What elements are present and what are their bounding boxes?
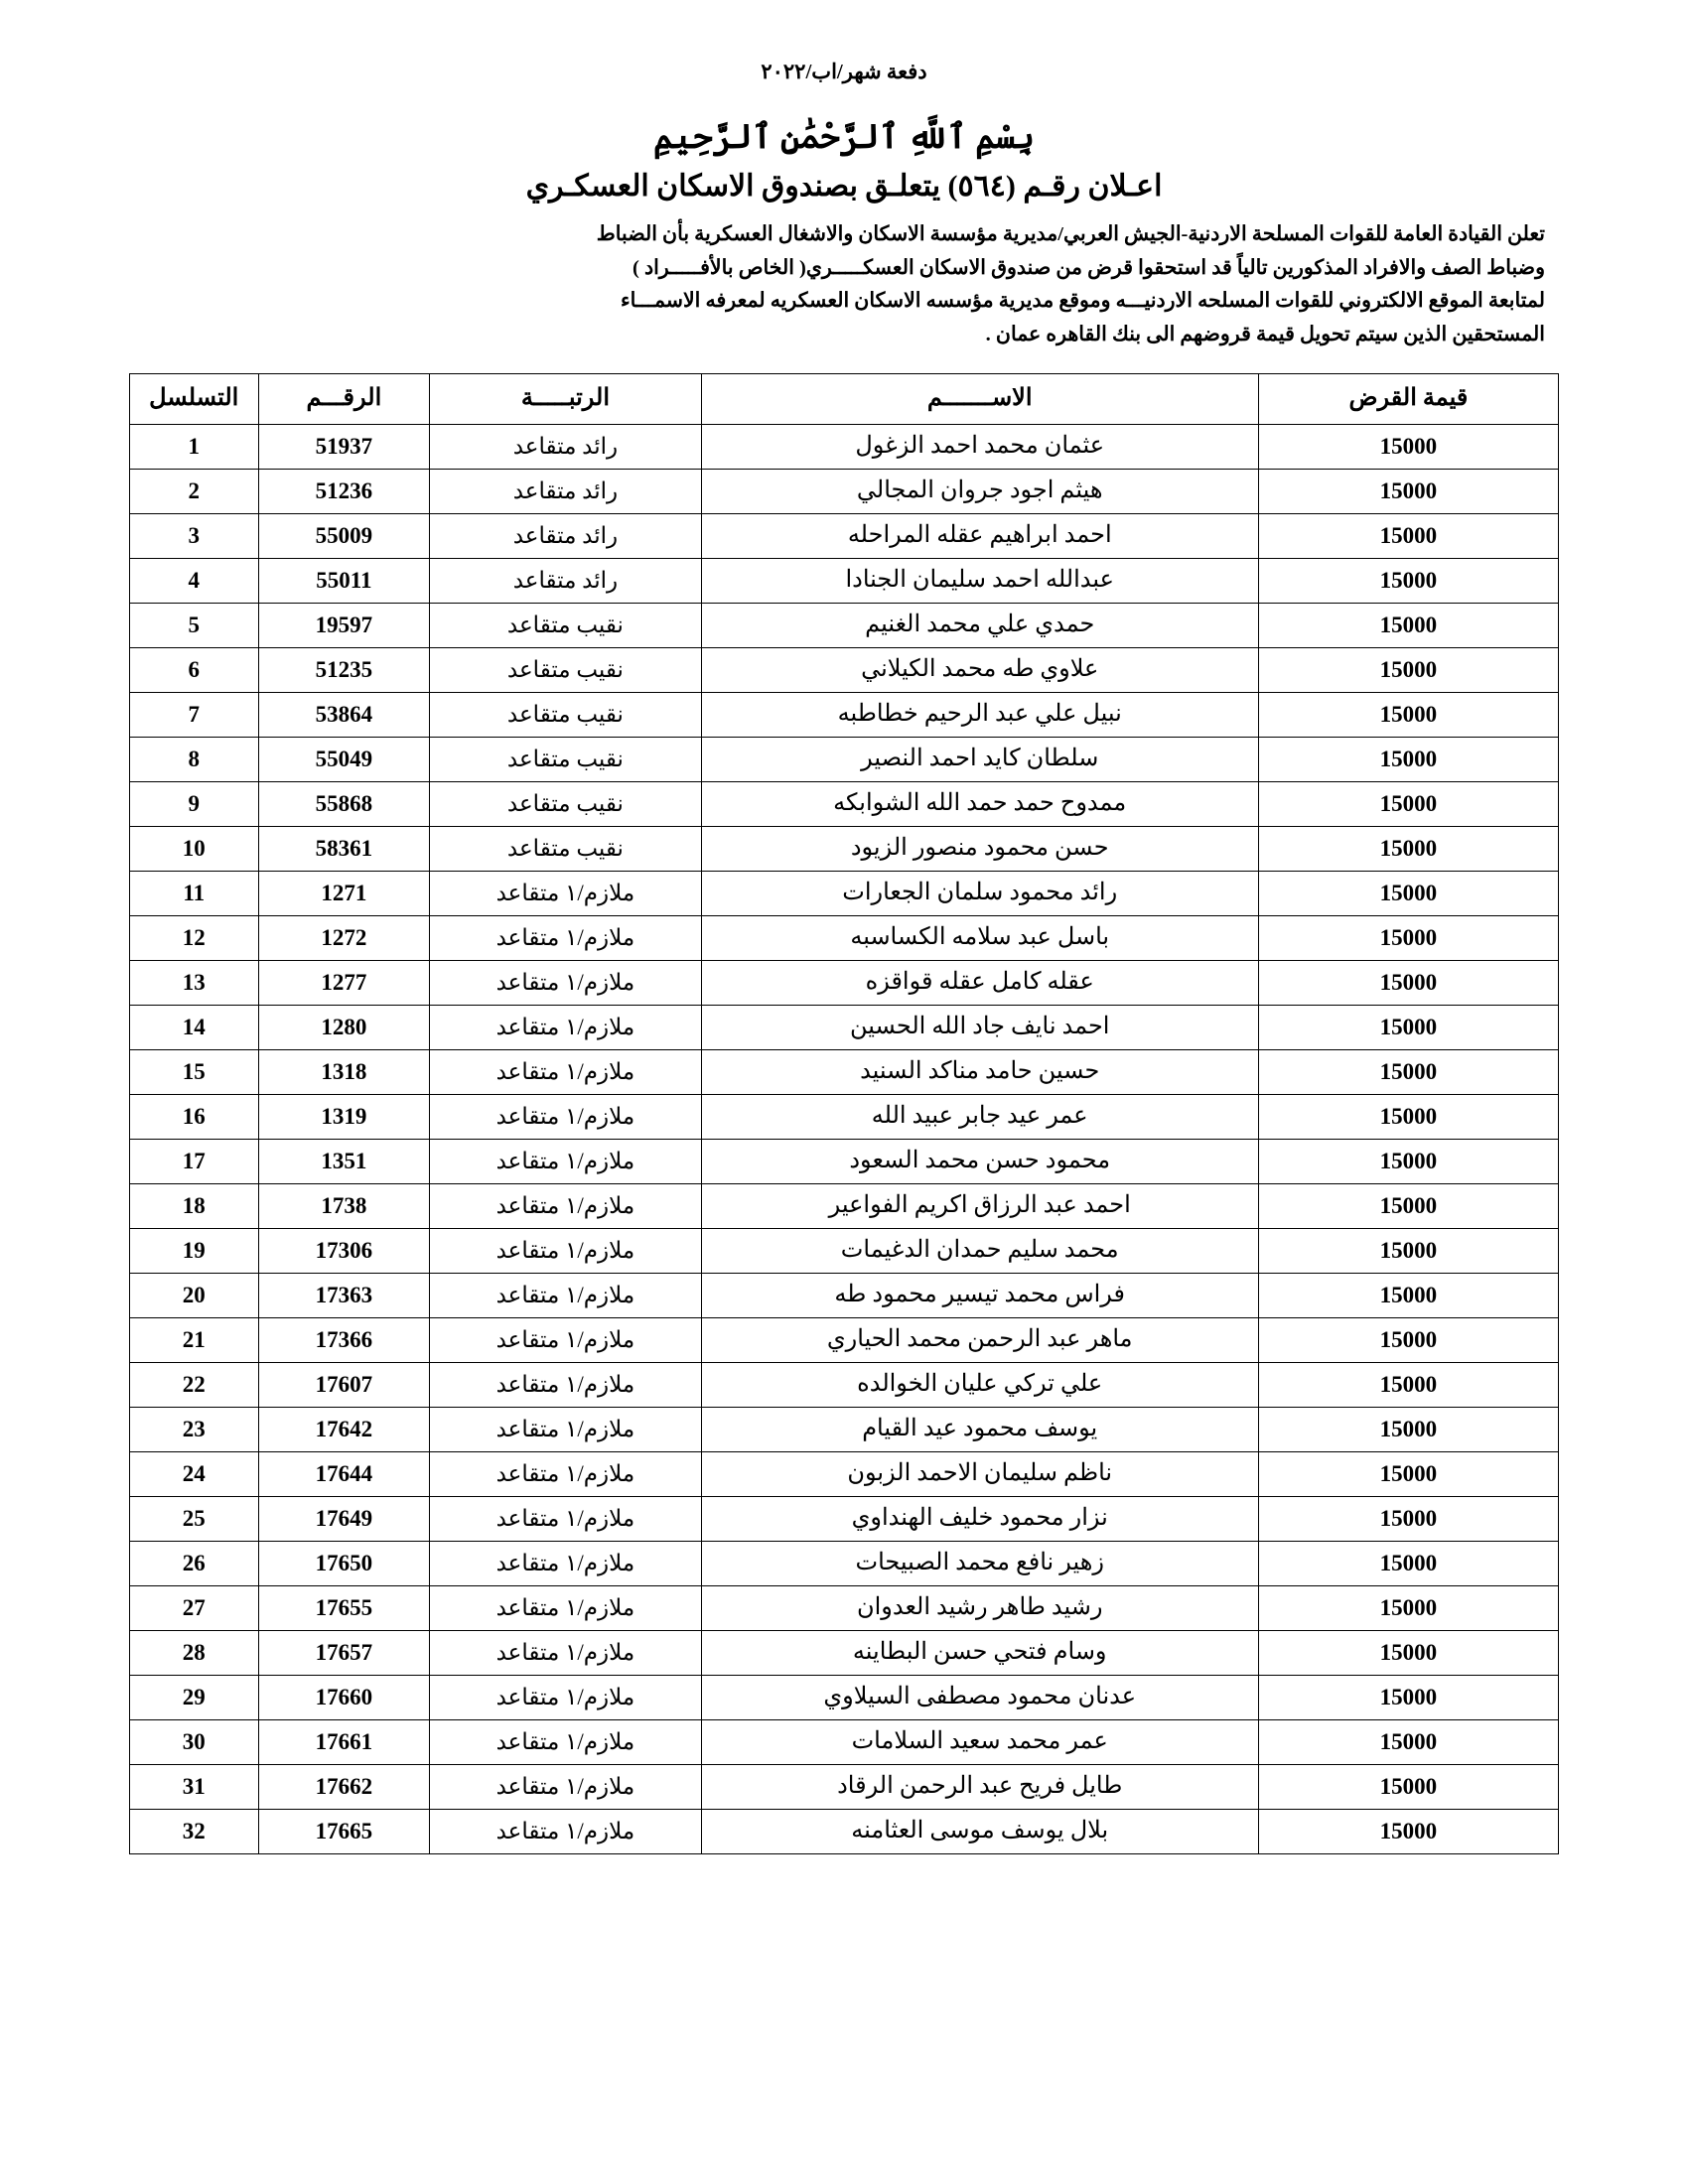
cell-loan: 15000 (1258, 513, 1558, 558)
cell-number: 1272 (258, 915, 430, 960)
cell-loan: 15000 (1258, 1809, 1558, 1853)
cell-rank: ملازم/١ متقاعد (430, 1585, 701, 1630)
cell-loan: 15000 (1258, 469, 1558, 513)
cell-loan: 15000 (1258, 1049, 1558, 1094)
cell-rank: نقيب متقاعد (430, 781, 701, 826)
cell-seq: 9 (130, 781, 259, 826)
cell-rank: رائد متقاعد (430, 558, 701, 603)
table-body (130, 424, 1559, 1853)
cell-number: 17644 (258, 1451, 430, 1496)
cell-loan: 15000 (1258, 1317, 1558, 1362)
cell-loan: 15000 (1258, 781, 1558, 826)
table-row (130, 692, 1559, 737)
cell-seq: 25 (130, 1496, 259, 1541)
cell-loan: 15000 (1258, 1764, 1558, 1809)
cell-seq: 7 (130, 692, 259, 737)
cell-rank: ملازم/١ متقاعد (430, 1541, 701, 1585)
cell-seq: 31 (130, 1764, 259, 1809)
cell-number: 17657 (258, 1630, 430, 1675)
cell-name: رائد محمود سلمان الجعارات (701, 871, 1258, 915)
cell-rank: نقيب متقاعد (430, 737, 701, 781)
cell-name: احمد ابراهيم عقله المراحله (701, 513, 1258, 558)
intro-line-4: المستحقين الذين سيتم تحويل قيمة قروضهم الى بنك القاهره عمان . (985, 324, 1545, 346)
column-header-number: الرقـــم (258, 373, 430, 424)
cell-loan: 15000 (1258, 826, 1558, 871)
table-row (130, 1049, 1559, 1094)
cell-rank: ملازم/١ متقاعد (430, 1719, 701, 1764)
cell-number: 17366 (258, 1317, 430, 1362)
table-row (130, 647, 1559, 692)
intro-line-2: وضباط الصف والافراد المذكورين تالياً قد استحقوا قرض من صندوق الاسكان العسكـــــري( الخاص بالأفـــــراد ) (633, 256, 1545, 279)
cell-rank: ملازم/١ متقاعد (430, 1183, 701, 1228)
cell-name: بلال يوسف موسى العثامنه (701, 1809, 1258, 1853)
table-row (130, 1228, 1559, 1273)
cell-seq: 11 (130, 871, 259, 915)
table-row (130, 1094, 1559, 1139)
table-row (130, 1407, 1559, 1451)
cell-name: حسين حامد مناكد السنيد (701, 1049, 1258, 1094)
cell-name: ممدوح حمد حمد الله الشوابكه (701, 781, 1258, 826)
cell-number: 1738 (258, 1183, 430, 1228)
column-header-loan: قيمة القرض (1258, 373, 1558, 424)
table-row (130, 1183, 1559, 1228)
cell-name: نزار محمود خليف الهنداوي (701, 1496, 1258, 1541)
cell-loan: 15000 (1258, 1675, 1558, 1719)
cell-rank: ملازم/١ متقاعد (430, 1764, 701, 1809)
cell-loan: 15000 (1258, 603, 1558, 647)
table-row (130, 513, 1559, 558)
cell-rank: ملازم/١ متقاعد (430, 1317, 701, 1362)
header-date: دفعة شهر/اب/٢٠٢٢ (761, 60, 927, 83)
cell-loan: 15000 (1258, 1183, 1558, 1228)
table-row (130, 558, 1559, 603)
cell-seq: 1 (130, 424, 259, 469)
cell-seq: 10 (130, 826, 259, 871)
cell-name: زهير نافع محمد الصبيحات (701, 1541, 1258, 1585)
cell-loan: 15000 (1258, 960, 1558, 1005)
table-row (130, 737, 1559, 781)
cell-rank: رائد متقاعد (430, 513, 701, 558)
cell-loan: 15000 (1258, 424, 1558, 469)
cell-seq: 19 (130, 1228, 259, 1273)
cell-number: 51937 (258, 424, 430, 469)
cell-rank: ملازم/١ متقاعد (430, 1496, 701, 1541)
cell-rank: ملازم/١ متقاعد (430, 960, 701, 1005)
cell-name: عقله كامل عقله قواقزه (701, 960, 1258, 1005)
cell-rank: ملازم/١ متقاعد (430, 1228, 701, 1273)
announcement-title: اعـلان رقـم (٥٦٤) يتعلـق بصندوق الاسكان العسكـري (525, 169, 1163, 203)
cell-name: ماهر عبد الرحمن محمد الحياري (701, 1317, 1258, 1362)
beneficiaries-table (129, 373, 1559, 1854)
cell-name: حمدي علي محمد الغنيم (701, 603, 1258, 647)
cell-seq: 23 (130, 1407, 259, 1451)
cell-number: 1319 (258, 1094, 430, 1139)
basmala-text: بِسْمِ ٱللَّهِ ٱلرَّحْمَٰنِ ٱلرَّحِيمِ (652, 119, 1036, 156)
cell-seq: 27 (130, 1585, 259, 1630)
cell-seq: 32 (130, 1809, 259, 1853)
column-header-seq: التسلسل (130, 373, 259, 424)
cell-name: عبدالله احمد سليمان الجنادا (701, 558, 1258, 603)
intro-line-3: لمتابعة الموقع الالكتروني للقوات المسلحه الاردنيـــه وموقع مديرية مؤسسه الاسكان العسكريه لمعرفه الاسمـــاء (621, 290, 1545, 313)
intro-paragraph (143, 219, 1545, 351)
cell-loan: 15000 (1258, 915, 1558, 960)
table-row (130, 1675, 1559, 1719)
cell-name: طايل فريح عبد الرحمن الرقاد (701, 1764, 1258, 1809)
cell-number: 17661 (258, 1719, 430, 1764)
cell-number: 19597 (258, 603, 430, 647)
cell-seq: 8 (130, 737, 259, 781)
cell-number: 55009 (258, 513, 430, 558)
cell-name: عمر محمد سعيد السلامات (701, 1719, 1258, 1764)
cell-seq: 12 (130, 915, 259, 960)
cell-rank: ملازم/١ متقاعد (430, 1630, 701, 1675)
table-row (130, 1764, 1559, 1809)
cell-rank: ملازم/١ متقاعد (430, 1094, 701, 1139)
cell-loan: 15000 (1258, 1139, 1558, 1183)
cell-name: فراس محمد تيسير محمود طه (701, 1273, 1258, 1317)
cell-number: 1351 (258, 1139, 430, 1183)
cell-rank: ملازم/١ متقاعد (430, 1809, 701, 1853)
cell-seq: 30 (130, 1719, 259, 1764)
cell-name: احمد نايف جاد الله الحسين (701, 1005, 1258, 1049)
cell-number: 1271 (258, 871, 430, 915)
cell-seq: 5 (130, 603, 259, 647)
cell-name: ناظم سليمان الاحمد الزبون (701, 1451, 1258, 1496)
cell-seq: 18 (130, 1183, 259, 1228)
column-header-name: الاســـــــم (701, 373, 1258, 424)
cell-name: حسن محمود منصور الزيود (701, 826, 1258, 871)
cell-seq: 2 (130, 469, 259, 513)
cell-loan: 15000 (1258, 1362, 1558, 1407)
cell-name: يوسف محمود عيد القيام (701, 1407, 1258, 1451)
cell-name: هيثم اجود جروان المجالي (701, 469, 1258, 513)
table-row (130, 469, 1559, 513)
cell-rank: ملازم/١ متقاعد (430, 1407, 701, 1451)
cell-number: 17660 (258, 1675, 430, 1719)
cell-number: 17642 (258, 1407, 430, 1451)
cell-name: رشيد طاهر رشيد العدوان (701, 1585, 1258, 1630)
cell-loan: 15000 (1258, 1496, 1558, 1541)
cell-number: 51235 (258, 647, 430, 692)
cell-number: 58361 (258, 826, 430, 871)
table-row (130, 960, 1559, 1005)
table-row (130, 1496, 1559, 1541)
table-row (130, 915, 1559, 960)
cell-name: احمد عبد الرزاق اكريم الفواعير (701, 1183, 1258, 1228)
cell-loan: 15000 (1258, 737, 1558, 781)
cell-name: محمد سليم حمدان الدغيمات (701, 1228, 1258, 1273)
cell-loan: 15000 (1258, 1630, 1558, 1675)
cell-seq: 22 (130, 1362, 259, 1407)
table-row (130, 603, 1559, 647)
table-row (130, 826, 1559, 871)
cell-seq: 16 (130, 1094, 259, 1139)
table-row (130, 1451, 1559, 1496)
cell-rank: ملازم/١ متقاعد (430, 1675, 701, 1719)
intro-line-1: تعلن القيادة العامة للقوات المسلحة الاردنية-الجيش العربي/مديرية مؤسسة الاسكان والاشغال العسكرية بأن الضباط (596, 222, 1545, 245)
cell-rank: رائد متقاعد (430, 469, 701, 513)
cell-number: 17363 (258, 1273, 430, 1317)
cell-rank: نقيب متقاعد (430, 692, 701, 737)
cell-seq: 14 (130, 1005, 259, 1049)
cell-rank: ملازم/١ متقاعد (430, 1005, 701, 1049)
cell-rank: رائد متقاعد (430, 424, 701, 469)
cell-number: 17607 (258, 1362, 430, 1407)
cell-number: 55011 (258, 558, 430, 603)
cell-seq: 21 (130, 1317, 259, 1362)
cell-loan: 15000 (1258, 871, 1558, 915)
column-header-rank: الرتبـــــة (430, 373, 701, 424)
cell-number: 1318 (258, 1049, 430, 1094)
cell-loan: 15000 (1258, 1585, 1558, 1630)
table-row (130, 424, 1559, 469)
cell-seq: 17 (130, 1139, 259, 1183)
cell-seq: 28 (130, 1630, 259, 1675)
table-row (130, 1362, 1559, 1407)
cell-rank: نقيب متقاعد (430, 603, 701, 647)
table-row (130, 1005, 1559, 1049)
cell-number: 53864 (258, 692, 430, 737)
cell-seq: 29 (130, 1675, 259, 1719)
cell-loan: 15000 (1258, 1228, 1558, 1273)
cell-name: سلطان كايد احمد النصير (701, 737, 1258, 781)
cell-rank: نقيب متقاعد (430, 647, 701, 692)
cell-rank: ملازم/١ متقاعد (430, 1049, 701, 1094)
cell-rank: ملازم/١ متقاعد (430, 871, 701, 915)
cell-name: باسل عبد سلامه الكساسبه (701, 915, 1258, 960)
cell-number: 55049 (258, 737, 430, 781)
cell-seq: 20 (130, 1273, 259, 1317)
cell-number: 1277 (258, 960, 430, 1005)
cell-name: عدنان محمود مصطفى السيلاوي (701, 1675, 1258, 1719)
cell-loan: 15000 (1258, 1541, 1558, 1585)
cell-loan: 15000 (1258, 692, 1558, 737)
table-row (130, 1139, 1559, 1183)
cell-seq: 3 (130, 513, 259, 558)
cell-number: 17306 (258, 1228, 430, 1273)
table-row (130, 1719, 1559, 1764)
cell-seq: 6 (130, 647, 259, 692)
table-row (130, 781, 1559, 826)
table-row (130, 1809, 1559, 1853)
cell-rank: ملازم/١ متقاعد (430, 915, 701, 960)
table-row (130, 1317, 1559, 1362)
cell-rank: ملازم/١ متقاعد (430, 1273, 701, 1317)
cell-name: علي تركي عليان الخوالده (701, 1362, 1258, 1407)
table-header-row (130, 373, 1559, 424)
cell-number: 17650 (258, 1541, 430, 1585)
cell-seq: 13 (130, 960, 259, 1005)
cell-name: علاوي طه محمد الكيلاني (701, 647, 1258, 692)
cell-rank: ملازم/١ متقاعد (430, 1139, 701, 1183)
cell-number: 55868 (258, 781, 430, 826)
cell-number: 51236 (258, 469, 430, 513)
cell-seq: 15 (130, 1049, 259, 1094)
cell-loan: 15000 (1258, 1719, 1558, 1764)
cell-number: 17665 (258, 1809, 430, 1853)
cell-loan: 15000 (1258, 1094, 1558, 1139)
cell-number: 17655 (258, 1585, 430, 1630)
cell-rank: ملازم/١ متقاعد (430, 1451, 701, 1496)
cell-name: عمر عيد جابر عبيد الله (701, 1094, 1258, 1139)
cell-seq: 4 (130, 558, 259, 603)
cell-loan: 15000 (1258, 558, 1558, 603)
table-row (130, 1585, 1559, 1630)
cell-name: وسام فتحي حسن البطاينه (701, 1630, 1258, 1675)
table-row (130, 1630, 1559, 1675)
table-row (130, 1273, 1559, 1317)
table-row (130, 871, 1559, 915)
cell-number: 1280 (258, 1005, 430, 1049)
cell-name: محمود حسن محمد السعود (701, 1139, 1258, 1183)
cell-number: 17662 (258, 1764, 430, 1809)
cell-seq: 26 (130, 1541, 259, 1585)
cell-loan: 15000 (1258, 1005, 1558, 1049)
cell-loan: 15000 (1258, 1407, 1558, 1451)
cell-seq: 24 (130, 1451, 259, 1496)
cell-loan: 15000 (1258, 1451, 1558, 1496)
table-row (130, 1541, 1559, 1585)
cell-rank: نقيب متقاعد (430, 826, 701, 871)
cell-number: 17649 (258, 1496, 430, 1541)
cell-rank: ملازم/١ متقاعد (430, 1362, 701, 1407)
cell-loan: 15000 (1258, 1273, 1558, 1317)
cell-name: نبيل علي عبد الرحيم خطاطبه (701, 692, 1258, 737)
cell-loan: 15000 (1258, 647, 1558, 692)
cell-name: عثمان محمد احمد الزغول (701, 424, 1258, 469)
